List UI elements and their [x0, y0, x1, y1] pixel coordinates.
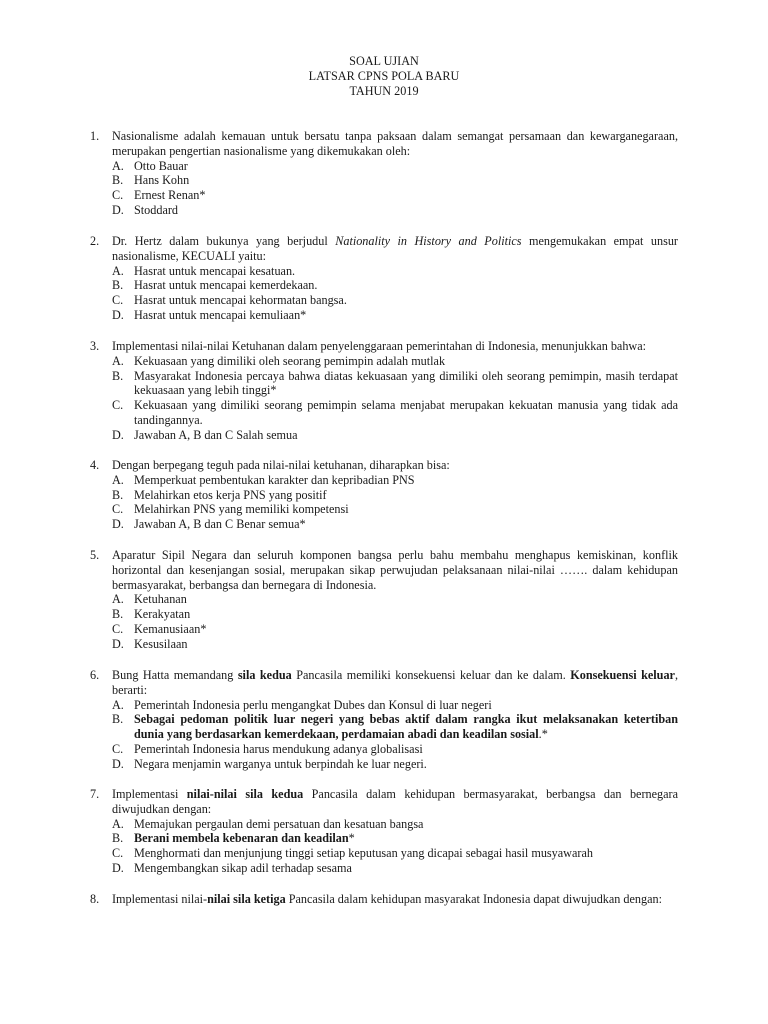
question-number: 2. — [90, 234, 100, 248]
option-d: D. Jawaban A, B dan C Salah semua — [112, 427, 298, 442]
option-c: C. Kemanusiaan* — [112, 621, 207, 636]
title-line-2: LATSAR CPNS POLA BARU — [308, 69, 460, 83]
question-stem: Bung Hatta memandang sila kedua Pancasila memiliki konsekuensi keluar dan ke dalam. Konsekuensi keluar, berarti: — [112, 668, 679, 697]
option-b: B. Hans Kohn — [112, 173, 190, 188]
question-4 — [90, 458, 678, 532]
question-7 — [90, 787, 678, 876]
option-d: D. Stoddard — [112, 202, 179, 217]
question-stem: Aparatur Sipil Negara dan seluruh komponen bangsa perlu bahu membahu menghapus kemiskinan, konflik horizontal dan kesenjangan sosial, merupakan sikap perwujudan pelaksanaan nilai-nilai ……. dalam kehidupan bermasyarakat, berbangsa dan bernegara di Indonesia. — [112, 548, 678, 592]
option-b: B. Kerakyatan — [112, 607, 191, 622]
option-c: C. Kekuasaan yang dimiliki seorang pemimpin selama menjabat merupakan kekuatan manusia yang tidak ada tandingannya. — [112, 398, 678, 427]
option-b: B. Berani membela kebenaran dan keadilan* — [112, 831, 355, 846]
question-stem: Nasionalisme adalah kemauan untuk bersatu tanpa paksaan dalam semangat persamaan dan kewarganegaraan, merupakan pengertian nasionalisme yang dikemukakan oleh: — [112, 129, 678, 158]
option-c: C. Ernest Renan* — [112, 188, 206, 203]
question-1 — [90, 129, 678, 218]
option-a: A. Kekuasaan yang dimiliki oleh seorang pemimpin adalah mutlak — [112, 353, 446, 368]
question-number: 3. — [90, 339, 100, 353]
option-a: A. Pemerintah Indonesia perlu mengangkat Dubes dan Konsul di luar negeri — [112, 697, 492, 712]
option-d: D. Negara menjamin warganya untuk berpindah ke luar negeri. — [112, 756, 427, 771]
option-a: A. Memperkuat pembentukan karakter dan kepribadian PNS — [112, 472, 415, 487]
title-line-3: TAHUN 2019 — [349, 84, 419, 98]
question-number: 5. — [90, 548, 100, 562]
option-c: C. Melahirkan PNS yang memiliki kompetensi — [112, 502, 349, 517]
title-line-1: SOAL UJIAN — [349, 54, 419, 68]
question-stem: Dr. Hertz dalam bukunya yang berjudul Nationality in History and Politics mengemukakan empat unsur nasionalisme, KECUALI yaitu: — [112, 234, 678, 263]
option-b: B. Melahirkan etos kerja PNS yang positif — [112, 487, 327, 502]
question-number: 4. — [90, 458, 100, 472]
question-stem: Implementasi nilai-nilai Ketuhanan dalam penyelenggaraan pemerintahan di Indonesia, menunjukkan bahwa: — [112, 339, 647, 353]
option-a: A. Otto Bauar — [112, 158, 188, 173]
option-c: C. Menghormati dan menjunjung tinggi setiap keputusan yang dicapai sebagai hasil musyawarah — [112, 846, 593, 861]
question-5 — [90, 548, 678, 652]
option-d: D. Kesusilaan — [112, 636, 188, 651]
question-stem: Dengan berpegang teguh pada nilai-nilai ketuhanan, diharapkan bisa: — [112, 458, 450, 472]
question-6 — [90, 668, 678, 772]
option-d: D. Hasrat untuk mencapai kemuliaan* — [112, 307, 307, 322]
option-a: A. Memajukan pergaulan demi persatuan dan kesatuan bangsa — [112, 816, 424, 831]
option-b: B. Masyarakat Indonesia percaya bahwa diatas kekuasaan yang dimiliki oleh seorang pemimpin, masih terdapat kekuasaan yang lebih tinggi* — [112, 368, 678, 398]
option-a: A. Hasrat untuk mencapai kesatuan. — [112, 263, 296, 278]
option-a: A. Ketuhanan — [112, 592, 187, 607]
question-2 — [90, 234, 678, 323]
option-d: D. Mengembangkan sikap adil terhadap sesama — [112, 860, 352, 875]
option-c: C. Pemerintah Indonesia harus mendukung adanya globalisasi — [112, 741, 423, 756]
question-3 — [90, 339, 678, 443]
option-d: D. Jawaban A, B dan C Benar semua* — [112, 517, 306, 532]
question-number: 8. — [90, 892, 100, 906]
option-b: B. Hasrat untuk mencapai kemerdekaan. — [112, 278, 318, 293]
question-stem: Implementasi nilai-nilai sila kedua Pancasila dalam kehidupan bermasyarakat, berbangsa dan bernegara diwujudkan dengan: — [112, 787, 678, 816]
option-c: C. Hasrat untuk mencapai kehormatan bangsa. — [112, 293, 347, 308]
question-stem: Implementasi nilai-nilai sila ketiga Pancasila dalam kehidupan masyarakat Indonesia dapat diwujudkan dengan: — [112, 892, 663, 906]
question-number: 7. — [90, 787, 100, 801]
question-number: 6. — [90, 668, 100, 682]
option-b: B. Sebagai pedoman politik luar negeri yang bebas aktif dalam rangka ikut melaksanakan ketertiban dunia yang berdasarkan kemerdekaan, perdamaian abadi dan keadilan sosial.* — [112, 712, 678, 742]
question-8 — [90, 892, 678, 907]
question-number: 1. — [90, 129, 100, 143]
book-title: Nationality in History and Politics — [335, 234, 522, 248]
